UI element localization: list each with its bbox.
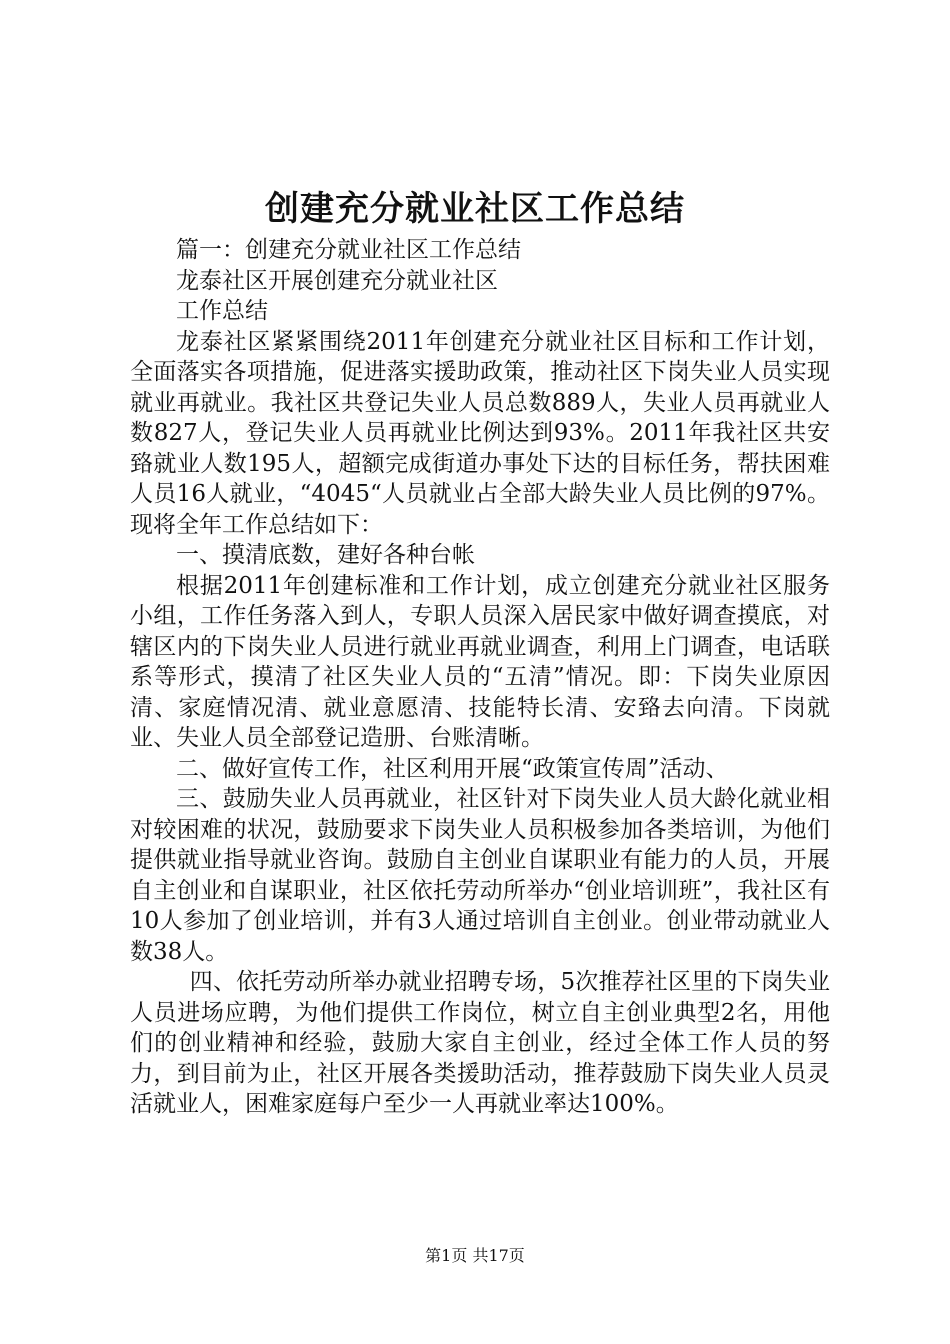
document-title: 创建充分就业社区工作总结 [265, 189, 685, 229]
paragraph-point-4: 四、依托劳动所举办就业招聘专场，5次推荐社区里的下岗失业人员进场应聘，为他们提供工作岗位，树立自主创业典型2名，用他们的创业精神和经验，鼓励大家自主创业，经过全体工作人员的努力，到目前为止，社区开展各类援助活动，推荐鼓励下岗失业人员灵活就业人，困难家庭每户至少一人再就业率达100%。 [130, 969, 830, 1117]
paragraph-point-3: 三、鼓励失业人员再就业，社区针对下岗失业人员大龄化就业相对较困难的状况，鼓励要求下岗失业人员积极参加各类培训，为他们提供就业指导就业咨询。鼓励自主创业自谋职业有能力的人员，开展自主创业和自谋职业，社区依托劳动所举办“创业培训班”，我社区有10人参加了创业培训，并有3人通过培训自主创业。创业带动就业人数38人。 [130, 786, 830, 965]
paragraph-point-1-body: 根据2011年创建标准和工作计划，成立创建充分就业社区服务小组，工作任务落入到人，专职人员深入居民家中做好调查摸底，对辖区内的下岗失业人员进行就业再就业调查，利用上门调查，电话联系等形式，摸清了社区失业人员的“五清”情况。即：下岗失业原因清、家庭情况清、就业意愿清、技能特长清、安臵去向清。下岗就业、失业人员全部登记造册、台账清晰。 [130, 572, 830, 751]
paragraph-subtitle-line2: 工作总结 [176, 298, 268, 324]
paragraph-point-1-heading: 一、摸清底数，建好各种台帐 [176, 542, 475, 568]
page-footer: 第1页 共17页 [425, 1246, 525, 1265]
paragraph-subtitle-line1: 龙泰社区开展创建充分就业社区 [176, 267, 498, 294]
paragraph-section-heading: 篇一：创建充分就业社区工作总结 [176, 237, 521, 263]
paragraph-intro: 龙泰社区紧紧围绕2011年创建充分就业社区目标和工作计划，全面落实各项措施，促进落实援助政策，推动社区下岗失业人员实现就业再就业。我社区共登记失业人员总数889人，失业人员再就业人数827人，登记失业人员再就业比例达到93%。2011年我社区共安臵就业人数195人，超额完成街道办事处下达的目标任务，帮扶困难人员16人就业，“4045“人员就业占全部大龄失业人员比例的97%。现将全年工作总结如下： [130, 328, 830, 538]
document-body [130, 235, 830, 1120]
paragraph-point-2: 二、做好宣传工作，社区利用开展“政策宣传周”活动、 [176, 755, 729, 782]
